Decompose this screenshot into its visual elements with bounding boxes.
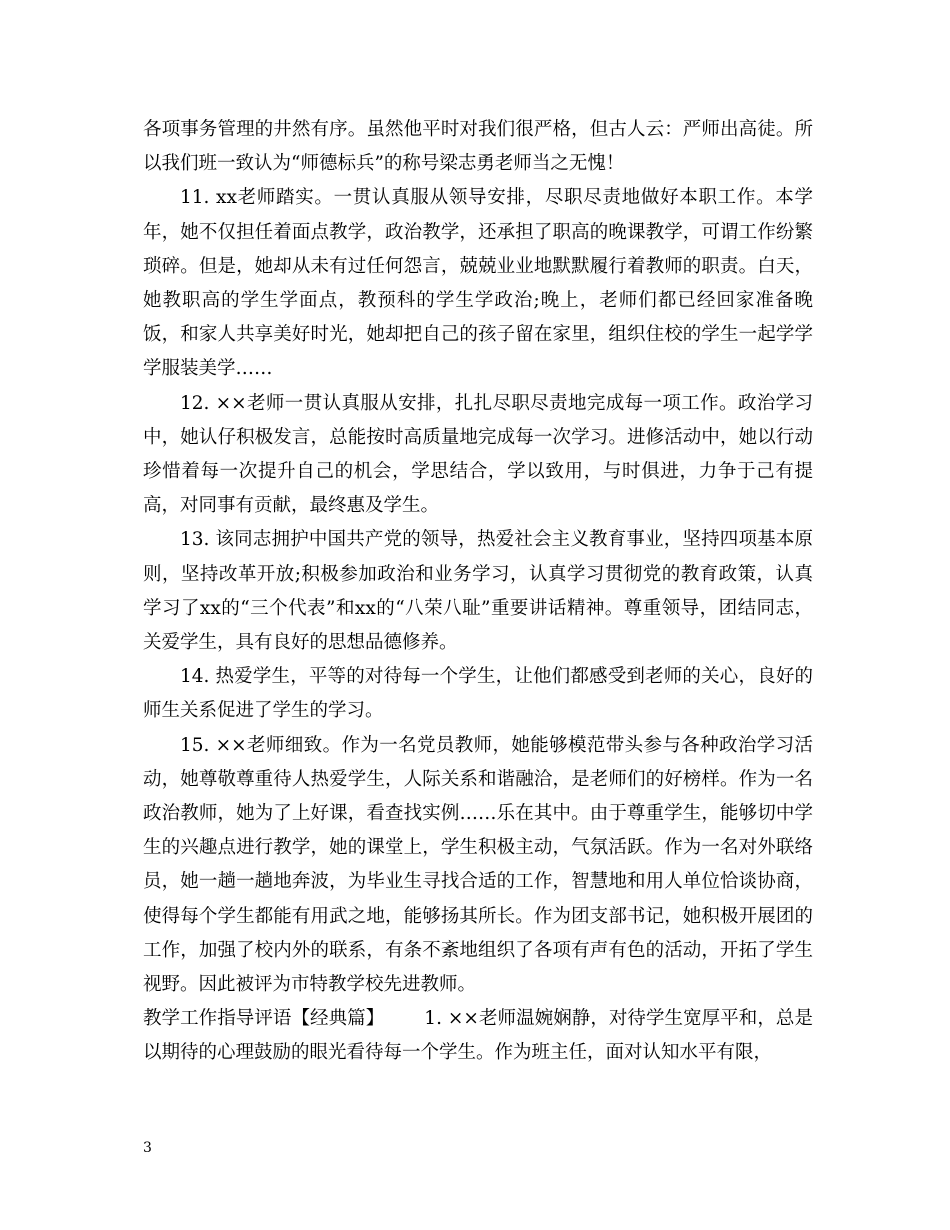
paragraph-item-14: 14. 热爱学生，平等的对待每一个学生，让他们都感受到老师的关心，良好的师生关系促进了学生的学习。 xyxy=(143,666,813,722)
paragraph-continuation: 各项事务管理的井然有序。虽然他平时对我们很严格，但古人云：严师出高徒。所以我们班一致认为“师德标兵”的称号梁志勇老师当之无愧！ xyxy=(143,119,813,175)
body-text xyxy=(143,113,813,1071)
paragraph-item-11: 11. xx老师踏实。一贯认真服从领导安排，尽职尽责地做好本职工作。本学年，她不仅担任着面点教学，政治教学，还承担了职高的晚课教学，可谓工作纷繁琐碎。但是，她却从未有过任何怨言，兢兢业业地默默履行着教师的职责。白天，她教职高的学生学面点，教预科的学生学政治;晚上，老师们都已经回家准备晚饭，和家人共享美好时光，她却把自己的孩子留在家里，组织住校的学生一起学学学服装美学…… xyxy=(143,187,813,380)
section-paragraph xyxy=(143,1002,813,1070)
section-heading: 教学工作指导评语【经典篇】 xyxy=(143,1008,385,1030)
paragraph-item-15: 15. ××老师细致。作为一名党员教师，她能够模范带头参与各种政治学习活动，她尊敬尊重待人热爱学生，人际关系和谐融洽，是老师们的好榜样。作为一名政治教师，她为了上好课，看查找实例……乐在其中。由于尊重学生，能够切中学生的兴趣点进行教学，她的课堂上，学生积极主动，气氛活跃。作为一名对外联络员，她一趟一趟地奔波，为毕业生寻找合适的工作，智慧地和用人单位恰谈协商，使得每个学生都能有用武之地，能够扬其所长。作为团支部书记，她积极开展团的工作，加强了校内外的联系，有条不紊地组织了各项有声有色的活动，开拓了学生视野。因此被评为市特教学校先进教师。 xyxy=(143,734,813,996)
paragraph-item-13: 13. 该同志拥护中国共产党的领导，热爱社会主义教育事业，坚持四项基本原则，坚持改革开放;积极参加政治和业务学习，认真学习贯彻党的教育政策，认真学习了xx的“三个代表”和xx的“八荣八耻”重要讲话精神。尊重领导，团结同志，关爱学生，具有良好的思想品德修养。 xyxy=(143,529,813,654)
paragraph-item-12: 12. ××老师一贯认真服从安排，扎扎尽职尽责地完成每一项工作。政治学习中，她认仔积极发言，总能按时高质量地完成每一次学习。进修活动中，她以行动珍惜着每一次提升自己的机会，学思结合，学以致用，与时俱进，力争于己有提高，对同事有贡献，最终惠及学生。 xyxy=(143,392,813,517)
page-number: 3 xyxy=(143,1140,152,1156)
section-item-1: 1. ××老师温婉娴静，对待学生宽厚平和，总是以期待的心理鼓励的眼光看待每一个学生。作为班主任，面对认知水平有限， xyxy=(143,1008,813,1064)
